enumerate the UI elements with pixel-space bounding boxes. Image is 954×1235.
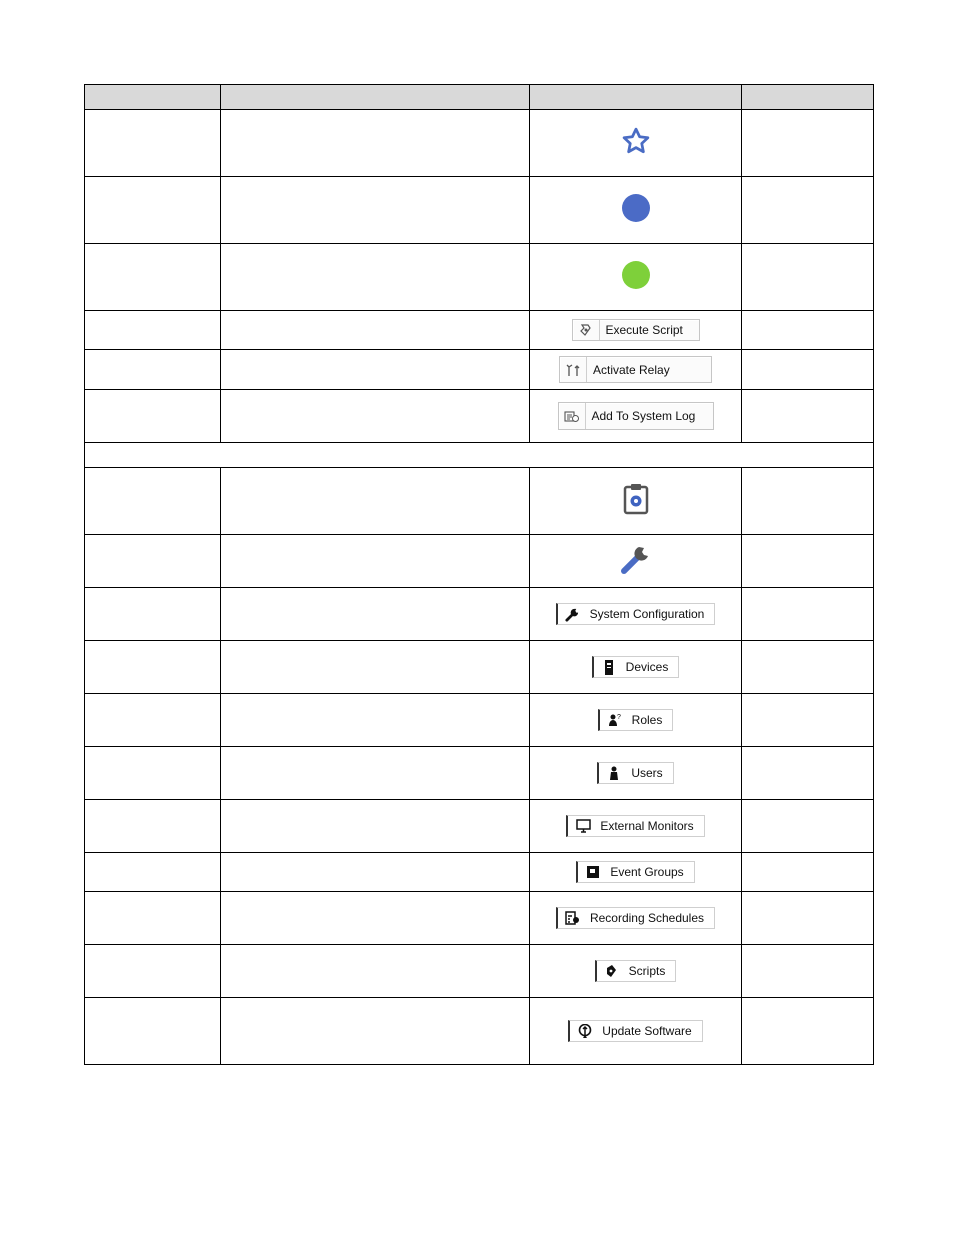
button-cell (530, 694, 742, 747)
system-configuration-button[interactable]: System Configuration (556, 603, 716, 625)
header-row (85, 85, 874, 110)
reference-table (84, 84, 874, 1065)
header-cell (221, 85, 530, 110)
update-software-button[interactable]: Update Software (568, 1020, 702, 1042)
wrench-icon (562, 607, 584, 622)
execute-script-button[interactable]: Execute Script (572, 319, 700, 341)
table-row (85, 747, 874, 800)
table-row (85, 998, 874, 1065)
header-cell (85, 85, 221, 110)
section-row (85, 443, 874, 468)
table-row (85, 892, 874, 945)
icon-cell (530, 177, 742, 244)
table-row (85, 390, 874, 443)
header-cell (742, 85, 874, 110)
roles-icon (604, 713, 626, 727)
icon-cell (530, 110, 742, 177)
table-row (85, 853, 874, 892)
scripts-button[interactable]: Scripts (595, 960, 677, 982)
roles-button[interactable]: ? Roles (598, 709, 674, 731)
table-row (85, 641, 874, 694)
table-row (85, 800, 874, 853)
script-icon (573, 320, 600, 340)
button-cell (530, 747, 742, 800)
table-row (85, 177, 874, 244)
schedule-icon (562, 911, 584, 925)
star-outline-icon (621, 126, 651, 156)
section-label (85, 443, 874, 468)
table-row (85, 468, 874, 535)
button-cell (530, 998, 742, 1065)
blue-dot-icon (621, 193, 651, 223)
button-cell (530, 311, 742, 350)
external-monitors-button[interactable]: External Monitors (566, 815, 704, 837)
icon-cell (530, 244, 742, 311)
wrench-icon (620, 543, 652, 575)
svg-text:?: ? (616, 714, 621, 721)
scripts-icon (601, 964, 623, 978)
update-icon (574, 1024, 596, 1039)
table-row (85, 588, 874, 641)
users-button[interactable]: Users (597, 762, 673, 784)
button-cell (530, 892, 742, 945)
button-cell (530, 641, 742, 694)
relay-icon (560, 357, 587, 382)
system-log-icon (559, 403, 586, 429)
icon-cell (530, 468, 742, 535)
button-cell (530, 853, 742, 892)
header-cell (530, 85, 742, 110)
user-icon (603, 766, 625, 780)
event-group-icon (582, 865, 604, 879)
monitor-icon (572, 819, 594, 833)
activate-relay-button[interactable]: Activate Relay (559, 356, 712, 383)
table-row (85, 694, 874, 747)
button-cell (530, 588, 742, 641)
button-cell (530, 390, 742, 443)
clipboard-gear-icon (622, 483, 650, 515)
table-row (85, 945, 874, 998)
recording-schedules-button[interactable]: Recording Schedules (556, 907, 715, 929)
event-groups-button[interactable]: Event Groups (576, 861, 694, 883)
icon-cell (530, 535, 742, 588)
table-row (85, 311, 874, 350)
table-row (85, 244, 874, 311)
table-row (85, 110, 874, 177)
button-cell (530, 800, 742, 853)
devices-button[interactable]: Devices (592, 656, 680, 678)
button-cell (530, 350, 742, 390)
green-dot-icon (621, 260, 651, 290)
table-row (85, 535, 874, 588)
button-cell (530, 945, 742, 998)
device-icon (598, 660, 620, 675)
add-to-system-log-button[interactable]: Add To System Log (558, 402, 714, 430)
table-row (85, 350, 874, 390)
